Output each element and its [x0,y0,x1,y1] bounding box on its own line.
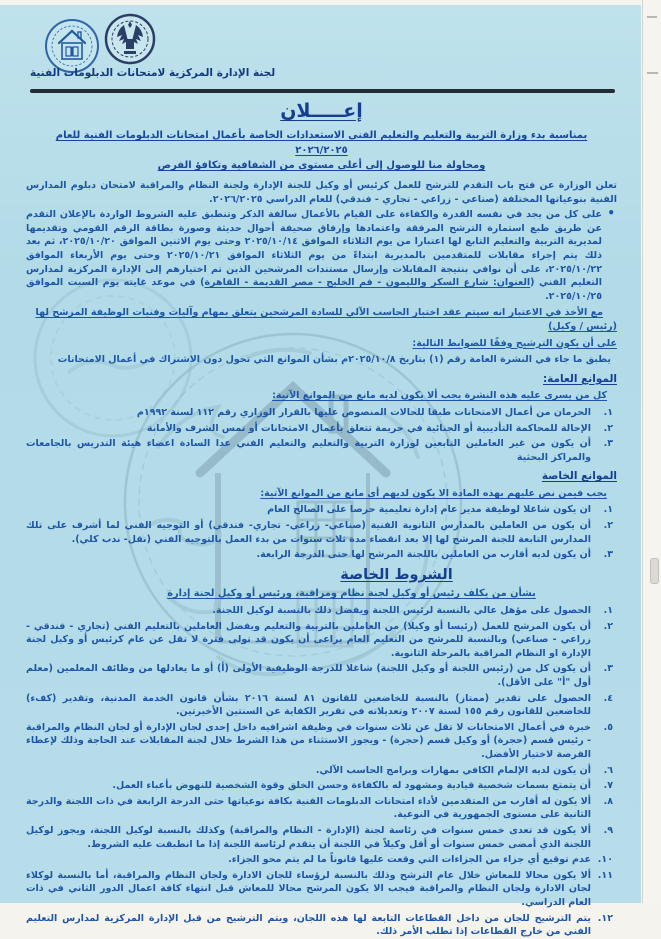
general-impediments-intro: كل من يسري عليه هذه النشرة يجب ألا يكون لديه مانع من الموانع الآتية: [272,390,607,402]
item-number: ١. [603,504,613,516]
item-text: ألا يكون قد تعدى خمس سنوات في رئاسة لجنة (الإدارة - النظام والمراقبة) وكذلك بالنسبة لوكيل اللجنة، ويجوز لوكيل اللجنة الذي أمضى خمس سنوات أو أقل وكيلاً في اللجنة أن يتقدم لرئاسة اللجنة إذا ما انطبقت عليه الشروط. [26,824,591,850]
bullet-dot-icon: • [607,206,615,221]
header-divider-rule [30,89,615,93]
list-item [26,620,617,661]
bullet-text-part1: على كل من يجد في نفسه القدرة والكفاءة على القيام بالأعمال سالفة الذكر وتنطبق عليه الشروط الواردة بالإعلان التقدم عن طريق طبع استمارة الترشح المرفقة واعتمادها وإرفاق صحيفة أحوال حديثة وصورة بطاقة الرقم القومي وتقديمها لمديرية التربية والتعليم التابع لها اعتبارا من يوم الثلاثاء الموافق ٢٠٢٥/١٠/١٤ وحتى يوم الاثنين الموافق ٢٠٢٥/١٠/٢٠، ثم بعد ذلك يتم إجراء مقابلات للمتقدمين بالمديرية ابتداءً من يوم الثلاثاء الموافق ٢٠٢٥/١٠/٢١ وحتى يوم الأربعاء الموافق ٢٠٢٥/١٠/٢٢، على أن نوافي بنتيجة المقابلات وإرسال مستندات المرشحين الذين تم اختيارهم إلى الإدارة المركزية لمدارس التعليم الفني ( [26,209,602,289]
item-text: أن يكون المرشح للعمل (رئيسا أو وكيلا) من العاملين بالتربية والتعليم ويفضل العاملين بالتعليم الفني (تجاري - فندقي - زراعي - صناعي) وبالنسبة للمرشح من التعليم العام يراعى أن يكون قد تولى فترة لا تقل عن عام كرئيس أو وكيل لجنة الإدارة او النظام المراقبة بالمرحلة الثانوية. [26,620,591,659]
list-item [26,869,617,910]
list-item [26,406,617,420]
subtitle-line-2: ومحاولة منا للوصول إلى أعلى مستوى من الشفافية وتكافؤ الفرص [157,160,486,171]
item-number: ٣. [603,549,613,561]
item-text: الحصول على تقدير (ممتاز) بالنسبة للخاضعين للقانون ٨١ لسنة ٢٠١٦ بشأن قانون الخدمة المدنية، وتقدير (كفء) للخاضعين للقانون رقم ١٥٥ لسنة ٢٠٠٧ وتعديلاته في تقرير الكفاية عن السنتين الأخيرتين. [26,692,591,718]
item-text: أن يكون لديه الإلمام الكافي بمهارات وبرامج الحاسب الآلي. [315,764,591,776]
list-item [26,548,617,562]
item-text: يتم الترشيح للجان من داخل القطاعات التابعة لها هذه اللجان، ويتم الترشيح من قبل الإدارة المركزية لمدارس التعليم الفني من خارج القطاعات إذا تطلب الأمر ذلك. [26,912,591,938]
item-number: ٩. [603,824,613,836]
item-text: أن يتمتع بسمات شخصية قيادية ومشهود له بالكفاءة وحسن الخلق وقوة الشخصية للنهوض بأعباء العمل. [112,780,591,792]
scan-artifact [647,72,658,74]
note-bulletin: يطبق ما جاء في النشرة العامة رقم (١) بتاريخ ٢٠٢٥/١٠/٨م بشأن الموانع التي تحول دون الاشتراك في أعمال الامتحانات [57,354,611,366]
bullet-text-part2: ) في موعد غايته يوم السبت الموافق ٢٠٢٥/١٠/٢٥. [26,277,602,302]
scan-edge [642,0,661,903]
item-number: ٣. [603,438,613,450]
item-text: ألا يكون محالا للمعاش خلال عام الترشح وذلك بالنسبة لرؤساء للجان الادارة ولجان النظام والمراقبة، أما بالنسبة لوكلاء لجان الادارة ولجان النظام والمراقبة فيجب الا يكون المرشح محالا للمعاش قبل انتهاء كافة اعمال الدور الثاني في ذات العام الدراسي. [26,869,591,908]
list-item [26,662,617,689]
special-impediments-intro: يجب فيمن نص عليهم بهذه المادة الا يكون لديهم أي مانع من الموانع الآتية: [260,487,607,499]
item-number: ١. [603,605,613,617]
special-impediments-heading: الموانع الخاصة [541,470,617,483]
general-impediments-list [26,406,617,464]
list-item [26,692,617,719]
special-conditions-intro: بشأن من يكلف رئيس أو وكيل لجنة نظام ومراقبة، ورئيس أو وكيل لجنة إدارة [167,588,536,600]
intro-paragraph: تعلن الوزارة عن فتح باب التقدم للترشح للعمل كرئيس أو وكيل للجنة الإدارة ولجنة النظام والمراقبة لامتحان دبلوم المدارس الفنية بنوعياتها المختلفة (صناعي - زراعي - تجاري - فندقي) للعام الدراسي ٢٠٢٦/٢٠٢٥. [26,180,617,205]
item-number: ٦. [603,764,613,776]
document-header [26,13,617,87]
subtitle-year: ٢٠٢٦/٢٠٢٥ [295,145,348,156]
item-text: الإحالة للمحاكمة التأديبية أو الجنائية في جريمة تتعلق بأعمال الامتحانات أو تمس الشرف والأمانة [146,422,591,434]
item-number: ٣. [603,663,613,675]
list-item [26,422,617,436]
item-text: الحصول على مؤهل عالي بالنسبة لرئيس اللجنة ويفضل ذلك بالنسبة لوكيل اللجنة. [212,605,591,617]
item-number: ١. [603,406,613,418]
item-number: ٥. [603,721,613,733]
eagle-emblem-icon [104,13,156,65]
list-item [26,779,617,793]
list-item [26,764,617,778]
list-item [26,912,617,939]
item-text: أن يكون لديه أقارب من العاملين باللجنة المرشح لها حتى الدرجة الرابعة. [256,549,591,561]
item-number: ٧. [603,780,613,792]
general-impediments-heading: الموانع العامة: [542,372,617,385]
note-computer-test: مع الأخذ في الاعتبار انه سيتم عقد اختبار الحاسب الآلي للسادة المرشحين يتعلق بمهام وآليات وفنيات الوظيفة المرشح لها (رئيس / وكيل) [35,307,617,332]
item-text: ان يكون شاغلا لوظيفة مدير عام إدارة تعليمية حرصا على الصالح العام [267,504,591,516]
item-text: أن يكون كل من (رئيس اللجنة أو وكيل اللجنة) شاغلا للدرجة الوظيفية الأولى (أ) أو ما يعادلها من وظائف المعلمين (معلم أول "أ" على الأقل). [26,663,591,688]
item-number: ١٢. [597,912,613,924]
note-regulations: على أن يكون الترشيح وفقًا للضوابط التالية: [412,337,617,349]
page-title: إعـــــلان [280,100,363,122]
list-item [26,721,617,762]
item-text: أن يكون من العاملين بالمدارس الثانوية الفنية (صناعي- زراعي- تجاري- فندقي) أو التوجيه الفني لما أشرف على تلك المدارس التابعة للجنة المرشح لها إلا بعد انقضاء مدة ثلاث سنوات من بدء العمل بالتوجيه الفني (نقل- ندب كلي). [26,520,591,545]
subtitle-line-1: بمناسبة بدء وزارة التربية والتعليم والتعليم الفني الاستعدادات الخاصة بأعمال امتحانات الدبلومات الفنية للعام [55,130,588,141]
list-item [26,519,617,546]
list-item [26,437,617,464]
org-title: لجنة الإدارة المركزية لامتحانات الدبلومات الفنية [30,67,276,79]
list-item [26,853,617,867]
scan-artifact [650,558,659,584]
application-bullet-paragraph [26,208,617,303]
document-page [0,5,641,938]
item-number: ٢. [603,620,613,632]
item-number: ٢. [603,422,613,434]
special-impediments-list [26,503,617,561]
item-text: ألا يكون له أقارب من المتقدمين لأداء امتحانات الدبلومات الفنية بكافة نوعياتها حتى الدرجة الرابعة في ذات اللجنة والدرجة الثانية على مستوى الجمهورية في النوعية. [26,795,591,821]
item-text: أن يكون من غير العاملين التابعين لوزارة التربية والتعليم والتعليم الفني عدا السادة اعضاء هيئة التدريس بالجامعات والمراكز البحثية [26,438,591,463]
item-text: عدم توقيع أي جزاء من الجزاءات التي وقعت عليها قانوناً ما لم يتم محو الجزاء. [228,854,591,866]
item-text: خبرة في أعمال الامتحانات لا تقل عن ثلاث سنوات في وظيفة اشرافيه داخل إحدى لجان الإدارة أو لجان النظام والمراقبة - رئيس قسم (حجرة) أو وكيل قسم (حجرة) - ويجوز الاستثناء من هذا الشرط خلال لجنة المقابلات عند الحاجة وذلك لإعطاء الفرصة لاختيار الأفضل. [26,721,591,760]
item-number: ٨. [603,795,613,807]
list-item [26,824,617,851]
item-text: الحرمان من أعمال الامتحانات طبقا للحالات المنصوص عليها بالقرار الوزاري رقم ١١٢ لسنة ١٩٩٢م [136,406,591,418]
item-number: ١٠. [597,854,613,866]
item-number: ١١. [597,869,613,881]
item-number: ٢. [603,520,613,532]
list-item [26,604,617,618]
special-conditions-heading: الشروط الخاصة [340,566,453,583]
special-conditions-list [26,604,617,939]
address-text: العنوان: شارع السكر والليمون - فم الخليج - مصر القديمة - القاهرة [204,277,531,289]
subtitle-block [26,128,617,173]
scan-artifact [647,16,657,18]
list-item [26,795,617,822]
list-item [26,503,617,517]
item-number: ٤. [603,692,613,704]
